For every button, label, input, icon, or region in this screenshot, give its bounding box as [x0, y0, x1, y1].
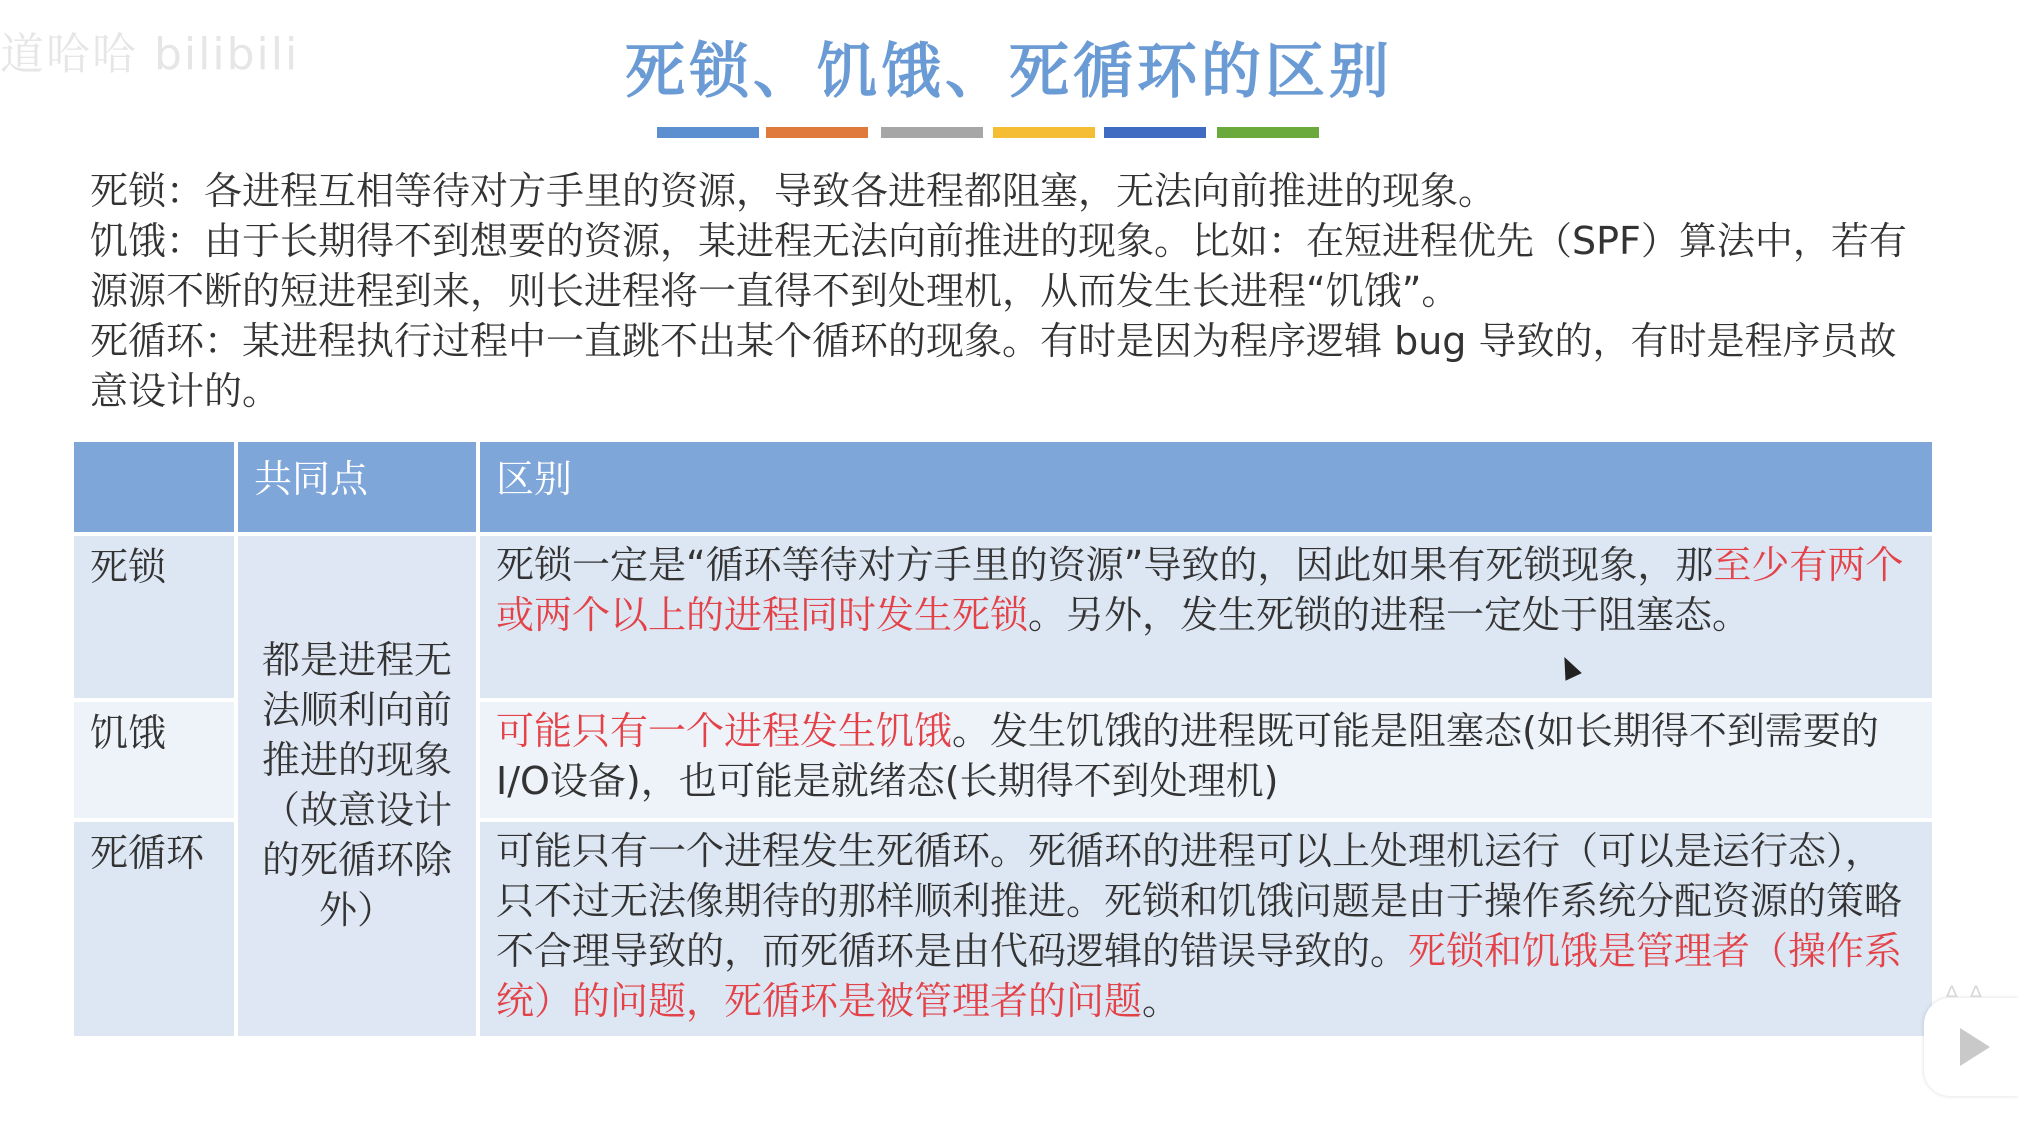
play-icon — [1960, 1028, 1990, 1066]
row-label-deadlock: 死锁 — [74, 534, 236, 700]
diff-deadlock-text-b: 。另外，发生死锁的进程一定处于阻塞态。 — [1028, 593, 1751, 637]
deadlock-definition: 死锁：各进程互相等待对方手里的资源，导致各进程都阻塞，无法向前推进的现象。 — [90, 169, 1497, 213]
diff-infinite-loop — [478, 820, 1932, 1036]
row-label-starvation: 饥饿 — [74, 700, 236, 820]
color-bar — [766, 127, 868, 138]
row-divider — [74, 818, 236, 822]
diff-deadlock-text-a: 死锁一定是“循环等待对方手里的资源”导致的，因此如果有死锁现象，那 — [496, 543, 1714, 587]
common-point-text: 都是进程无法顺利向前推进的现象（故意设计的死循环除外） — [261, 638, 452, 932]
diff-deadlock-highlight: 至少有两个或两个以上的进程同时发生死锁 — [496, 543, 1904, 637]
row-divider — [74, 698, 236, 702]
play-button[interactable] — [1924, 980, 2018, 1096]
diff-starvation-highlight: 可能只有一个进程发生饥饿 — [496, 709, 953, 753]
watermark: 道哈哈 bilibili — [0, 29, 300, 80]
diff-starvation — [478, 700, 1932, 820]
header-divider — [74, 532, 1932, 536]
starvation-definition: 饥饿：由于长期得不到想要的资源，某进程无法向前推进的现象。比如：在短进程优先（SPF）算法中，若有源源不断的短进程到来，则长进程将一直得不到处理机，从而发生长进程“饥饿”。 — [90, 219, 1907, 313]
row-divider — [478, 698, 1932, 702]
color-bar — [993, 127, 1095, 138]
tv-ears-icon: ᐞ ᐞ — [1944, 980, 1984, 1013]
slide-title: 死锁、饥饿、死循环的区别 — [625, 37, 1393, 107]
header-difference: 区别 — [478, 442, 1932, 534]
header-empty — [74, 442, 236, 534]
diff-infinite-loop-highlight: 死锁和饥饿是管理者（操作系统）的问题，死循环是被管理者的问题 — [496, 929, 1903, 1023]
diff-deadlock — [478, 534, 1932, 700]
common-point-cell — [236, 534, 478, 1036]
color-bar — [1104, 127, 1206, 138]
comparison-table — [74, 442, 1932, 1036]
color-bar — [881, 127, 983, 138]
infinite-loop-definition: 死循环：某进程执行过程中一直跳不出某个循环的现象。有时是因为程序逻辑 bug 导致的，有时是程序员故意设计的。 — [90, 319, 1897, 413]
header-common: 共同点 — [236, 442, 478, 534]
row-label-infinite-loop: 死循环 — [74, 820, 236, 1036]
color-bar — [1217, 127, 1319, 138]
diff-starvation-text-b: 。发生饥饿的进程既可能是阻塞态(如长期得不到需要的I/O设备)，也可能是就绪态(长期得不到处理机) — [496, 709, 1879, 803]
row-divider — [478, 818, 1932, 822]
diff-infinite-loop-text-b: 。 — [1142, 979, 1181, 1023]
intro-definitions — [90, 166, 1910, 416]
color-bar — [657, 127, 759, 138]
diff-infinite-loop-text-a: 可能只有一个进程发生死循环。死循环的进程可以上处理机运行（可以是运行态），只不过无法像期待的那样顺利推进。死锁和饥饿问题是由于操作系统分配资源的策略不合理导致的，而死循环是由代码逻辑的错误导致的。 — [496, 829, 1903, 973]
